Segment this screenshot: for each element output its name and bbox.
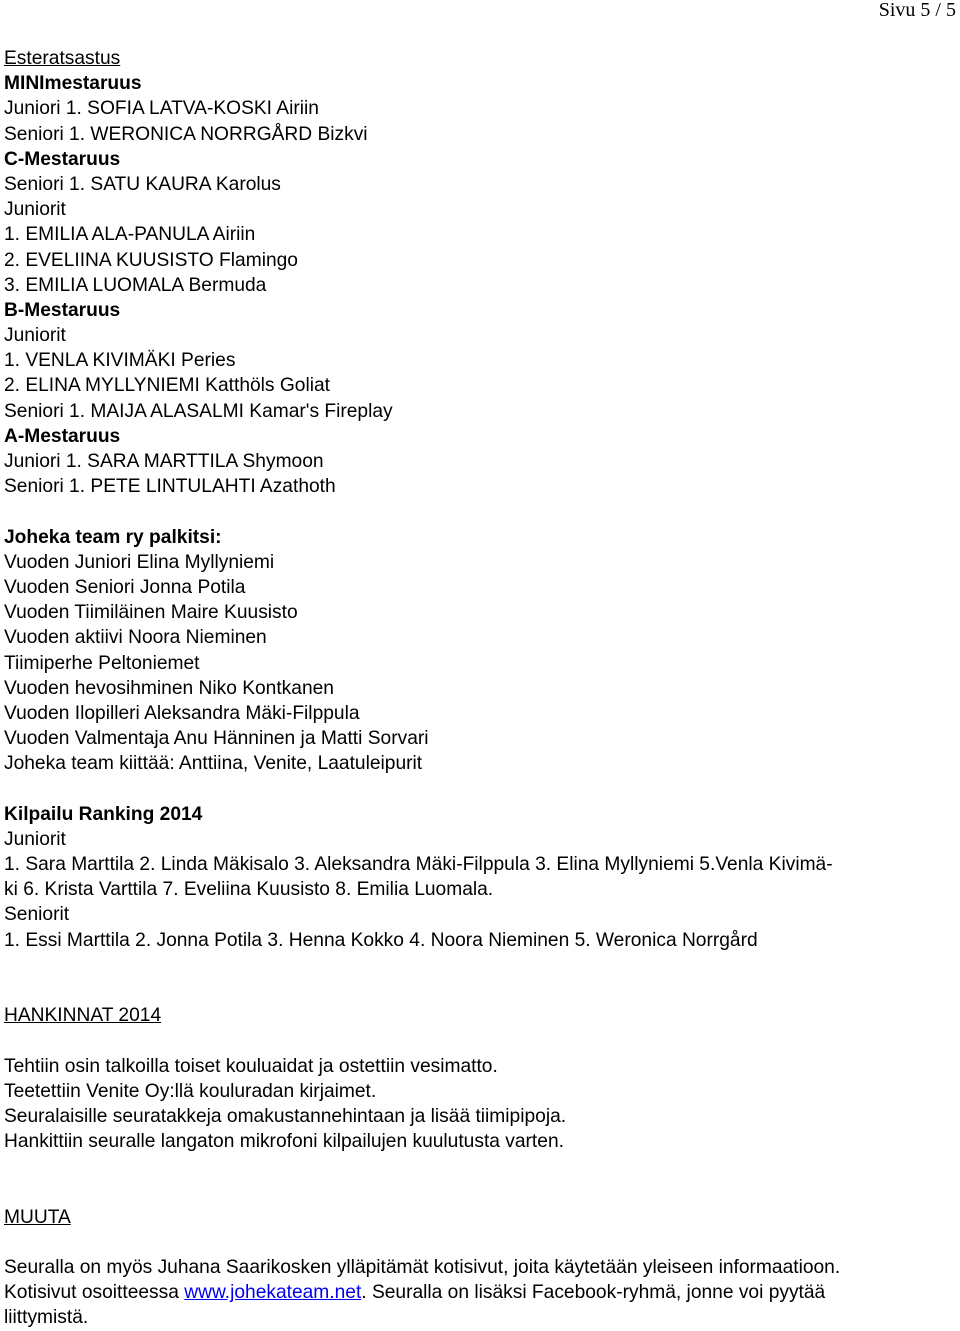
result-line: Seniori 1. MAIJA ALASALMI Kamar's Fireplay <box>4 400 393 422</box>
ranking-title: Kilpailu Ranking 2014 <box>4 803 203 825</box>
hankinnat-line: Teetettiin Venite Oy:llä kouluradan kirjaimet. <box>4 1080 377 1102</box>
award-line: Vuoden hevosihminen Niko Kontkanen <box>4 677 334 699</box>
homepage-link[interactable]: www.johekateam.net <box>184 1282 362 1304</box>
section-title-esteratsastus: Esteratsastus <box>4 48 121 69</box>
result-line: Juniorit <box>4 199 66 221</box>
award-line: Vuoden Seniori Jonna Potila <box>4 576 246 598</box>
muuta-text-before-link: Kotisivut osoitteessa <box>4 1282 185 1304</box>
result-line: Juniorit <box>4 325 66 347</box>
muuta-line-with-link <box>4 1280 954 1305</box>
result-line: Seniori 1. PETE LINTULAHTI Azathoth <box>4 476 336 498</box>
hankinnat-line: Seuralaisille seuratakkeja omakustannehintaan ja lisää tiimipipoja. <box>4 1105 567 1127</box>
award-line: Joheka team kiittää: Anttiina, Venite, Laatuleipurit <box>4 753 423 775</box>
c-mestaruus-title: C-Mestaruus <box>4 148 121 170</box>
page-indicator: Sivu 5 / 5 <box>878 0 956 21</box>
a-mestaruus-title: A-Mestaruus <box>4 425 121 447</box>
result-line: Juniori 1. SARA MARTTILA Shymoon <box>4 451 324 472</box>
ranking-juniors-line: ki 6. Krista Varttila 7. Eveliina Kuusisto 8. Emilia Luomala. <box>4 879 494 901</box>
muuta-title: MUUTA <box>4 1206 71 1228</box>
result-line: 2. ELINA MYLLYNIEMI Katthöls Goliat <box>4 375 330 397</box>
award-line: Vuoden aktiivi Noora Nieminen <box>4 627 267 649</box>
award-line: Vuoden Tiimiläinen Maire Kuusisto <box>4 602 298 624</box>
document-body <box>4 46 954 1331</box>
award-line: Vuoden Juniori Elina Myllyniemi <box>4 551 275 573</box>
muuta-line: Seuralla on myös Juhana Saarikosken ylläpitämät kotisivut, joita käytetään yleiseen informaatioon. <box>4 1257 841 1279</box>
awards-title: Joheka team ry palkitsi: <box>4 526 222 548</box>
result-line: Seniori 1. WERONICA NORRGÅRD Bizkvi <box>4 123 368 145</box>
muuta-text-after-link: . Seuralla on lisäksi Facebook-ryhmä, jonne voi pyytää <box>361 1282 826 1304</box>
hankinnat-title: HANKINNAT 2014 <box>4 1005 162 1027</box>
hankinnat-line: Hankittiin seuralle langaton mikrofoni kilpailujen kuulutusta varten. <box>4 1131 564 1153</box>
muuta-line: liittymistä. <box>4 1307 89 1329</box>
ranking-juniors-label: Juniorit <box>4 828 66 850</box>
result-line: 3. EMILIA LUOMALA Bermuda <box>4 274 267 296</box>
result-line: 1. VENLA KIVIMÄKI Peries <box>4 350 236 372</box>
result-line: 2. EVELIINA KUUSISTO Flamingo <box>4 249 298 271</box>
result-line: Seniori 1. SATU KAURA Karolus <box>4 173 281 195</box>
ranking-juniors-line: 1. Sara Marttila 2. Linda Mäkisalo 3. Aleksandra Mäki-Filppula 3. Elina Myllyniemi 5.Venla Kivimä- <box>4 854 833 875</box>
result-line: Juniori 1. SOFIA LATVA-KOSKI Airiin <box>4 98 319 120</box>
result-line: 1. EMILIA ALA-PANULA Airiin <box>4 224 256 246</box>
award-line: Vuoden Valmentaja Anu Hänninen ja Matti Sorvari <box>4 728 429 750</box>
ranking-seniors-line: 1. Essi Marttila 2. Jonna Potila 3. Henna Kokko 4. Noora Nieminen 5. Weronica Norrgård <box>4 929 758 951</box>
hankinnat-line: Tehtiin osin talkoilla toiset kouluaidat ja ostettiin vesimatto. <box>4 1055 498 1077</box>
award-line: Vuoden Ilopilleri Aleksandra Mäki-Filppula <box>4 702 360 724</box>
ranking-seniors-label: Seniorit <box>4 904 70 926</box>
b-mestaruus-title: B-Mestaruus <box>4 299 121 321</box>
mini-mestaruus-title: MINImestaruus <box>4 73 142 95</box>
award-line: Tiimiperhe Peltoniemet <box>4 652 200 674</box>
